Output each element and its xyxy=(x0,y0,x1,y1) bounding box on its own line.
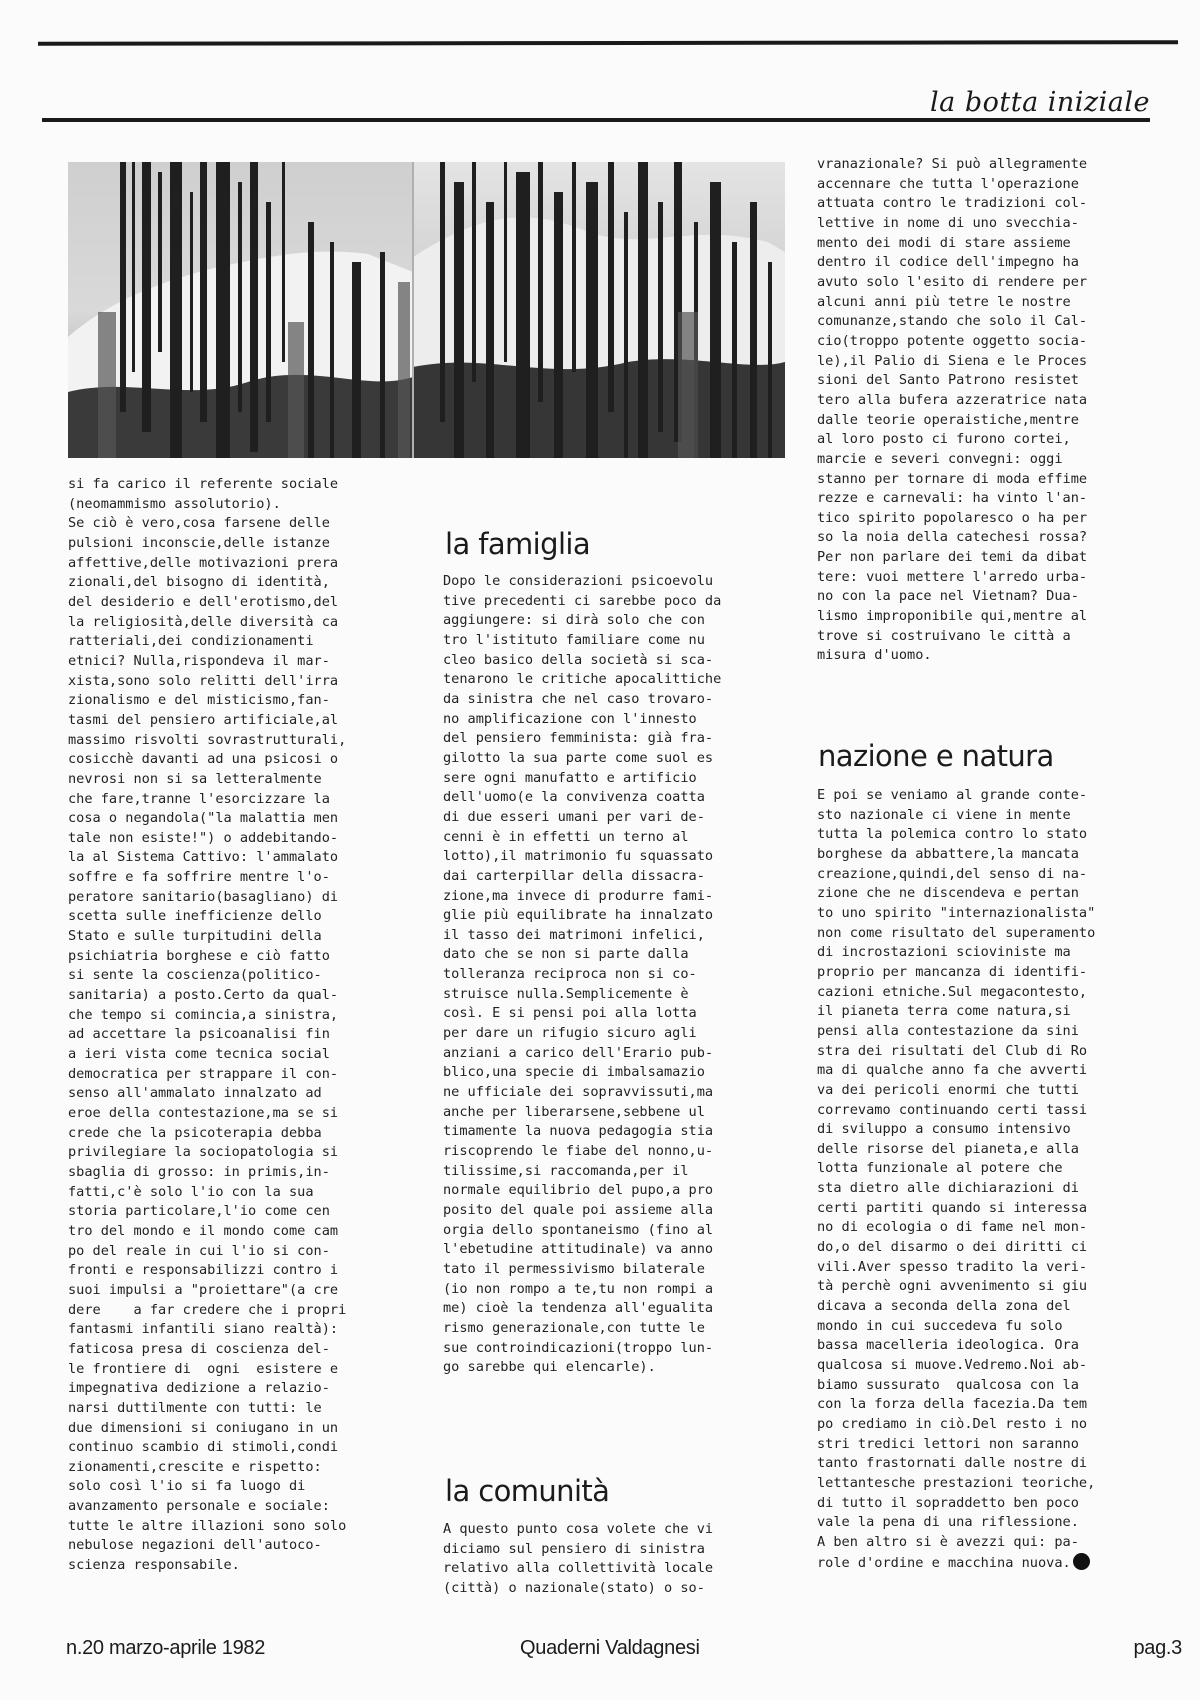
footer-publication: Quaderni Valdagnesi xyxy=(520,1637,700,1659)
heading-nazione-e-natura: nazione e natura xyxy=(818,739,1054,773)
abstract-photo xyxy=(68,162,785,458)
footer-issue: n.20 marzo-aprile 1982 xyxy=(66,1637,266,1659)
footer-page-number: pag.3 xyxy=(1133,1637,1182,1659)
header-rule xyxy=(42,118,1150,122)
heading-la-comunita: la comunità xyxy=(445,1474,610,1508)
column-3-nazione-body: E poi se veniamo al grande conte- sto nazionale ci viene in mente tutta la polemica contro lo stato borghese da abbattere,la mancata creazione,quindi,del senso di na- zione che ne discendeva e pertan to uno spirito "internazionalista" non come risultato del superamento di incrostazioni sciovinistе ma proprio per mancanza di identifi- cazioni etniche.Sul megacontesto, il pianeta terra come natura,si pensi alla contestazione da sini stra dei risultati del Club di Ro ma di qualche anno fa che avverti va dei pericoli enormi che tutti correvamo continuando certi tassi di sviluppo a consumo intensivo delle risorse del pianeta,e alla lotta funzionale al potere che sta dietro alle dichiarazioni di certi partiti quando si interessa no di ecologia o di fame nel mon- do,o del disarmo o dei diritti ci vili.Aver spesso tradito la veri- tà perchè ogni avvenimento si giu dicava a seconda della zona del mondo in cui succedeva fu solo bassa macelleria ideologica. Ora qualcosa si muove.Vedremo.Noi ab- biamo sussurato qualcosa con la con la forza della facezia.Da tem po crediamo in ciò.Del resto i no stri tredici lettori non saranno tanto frastornati dalle nostre di lettantesche prestazioni teoriche, di tutto il sopraddetto ben poco vale la pena di una riflessione. A ben altro si è avezzi qui: pa- role d'ordine e macchina nuova. xyxy=(817,787,1096,1571)
column-3-text-nazione xyxy=(817,786,1177,1573)
section-label: la botta iniziale xyxy=(930,87,1150,118)
column-1-text: si fa carico il referente sociale (neomammismo assolutorio). Se ciò è vero,cosa farsene delle pulsioni inconscie,delle istanze affettive,delle motivazioni prera zionali,del bisogno di identità, del desiderio e dell'erotismo,del la religiosità,delle diversità ca ratteriali,dei condizionamenti etnici? Nulla,rispondeva il mar- xista,sono solo relitti dell'irra zionalismo e del misticismo,fan- tasmi del pensiero artificiale,al massimo risvolti sovrastrutturali, cosicchè davanti ad una psicosi o nevrosi non si sa letteralmente che fare,tranne l'esorcizzare la cosa o negandola("la malattia men tale non esiste!") o addebitando- la al Sistema Cattivo: l'ammalato soffre e fa soffrire mentre l'o- peratore sanitario(basagliano) di scetta sulle inefficienze dello Stato e sulle turpitudini della psichiatria borghese e ciò fatto si sente la coscienza(politico- sanitaria) a posto.Certo da qual- che tempo si comincia,a sinistra, ad accettare la psicoanalisi fin a ieri vista come tecnica social democratica per strappare il con- senso all'ammalato innalzato ad eroe della contestazione,ma se si crede che la psicoterapia debba privilegiare la sociopatologia si sbaglia di grosso: in primis,in- fatti,c'è solo l'io con la sua storia particolare,l'io come cen tro del mondo e il mondo come cam po del reale in cui l'io si con- fronti e responsabilizzi contro i suoi impulsi a "proiettare"(a cre dere a far credere che i propri fantasmi infantili siano realtà): faticosa presa di coscienza del- le frontiere di ogni esistere e impegnativa dedizione a relazio- narsi duttilmente con tutti: le due dimensioni si coniugano in un continuo scambio di stimoli,condi zionamenti,crescite e rispetto: solo così l'io si fa luogo di avanzamento personale e sociale: tutte le altre illazioni sono solo nebulose negazioni dell'autoco- scienza responsabile. xyxy=(68,476,347,1574)
top-rule xyxy=(38,40,1178,46)
column-3-text-top: vranazionale? Si può allegramente accennare che tutta l'operazione attuata contro le tradizioni col- lettive in nome di uno svecchia- mento dei modi di stare assieme dentro il codice dell'impegno ha avuto solo l'esito di rendere per alcuni anni più tetre le nostre comunanze,stando che solo il Cal- cio(troppo potente oggetto socia- le),il Palio di Siena e le Proces sioni del Santo Patrono resistet tero alla bufera azzeratrice nata dalle teorie operaistiche,mentre al loro posto ci furono cortei, marcie e severi convegni: oggi stanno per tornare di moda effime rezze e carnevali: ha vinto l'an- tico spirito popolaresco o ha per so la noia della catechesi rossa? Per non parlare dei temi da dibat tere: vuoi mettere l'arredo urba- no con la pace nel Vietnam? Dua- lismo improponibile qui,mentre al trove si costruivano le città a misura d'uomo. xyxy=(817,156,1088,664)
end-of-article-dot-icon xyxy=(1073,1553,1090,1570)
column-2-text-famiglia: Dopo le considerazioni psicoevolu tive precedenti ci sarebbe poco da aggiungere: si dirà solo che con tro l'istituto familiare come nu cleo basico della società si sca- tenarono le critiche apocalittiche da sinistra che nel caso trovaro- no amplificazione con l'innesto del pensiero femminista: già fra- gilotto la sua parte come suol es sere ogni manufatto e artificio dell'uomo(e la convivenza coatta di due esseri umani per vari de- cenni è in effetti un terno al lotto),il matrimonio fu squassato dai carterpillar della dissacra- zione,ma invece di produrre fami- glie più equilibrate ha innalzato il tasso dei matrimoni infelici, dato che se non si parte dalla tolleranza reciproca non si co- struisce nulla.Semplicemente è così. E si pensi poi alla lotta per dare un rifugio sicuro agli anziani a carico dell'Erario pub- blico,una specie di imbalsamazio ne ufficiale dei sopravvissuti,ma anche per liberarsene,sebbene ul timamente la nuova pedagogia stia riscoprendo le fiabe del nonno,u- tilissime,si raccomanda,per il normale equilibrio del pupo,a pro posito del quale poi assieme alla orgia dello spontaneismo (fino al l'ebetudine attitudinale) va anno tato il permessivismo bilaterale (io non rompo a te,tu non rompi a me) cioè la tendenza all'egualita rismo generazionale,con tutte le sue controindicazioni(troppo lun- go sarebbe qui elencarle). xyxy=(443,573,722,1376)
column-2-text-comunita: A questo punto cosa volete che vi diciamo sul pensiero di sinistra relativo alla collettività locale (città) o nazionale(stato) o so- xyxy=(443,1521,714,1596)
heading-la-famiglia: la famiglia xyxy=(445,527,591,561)
